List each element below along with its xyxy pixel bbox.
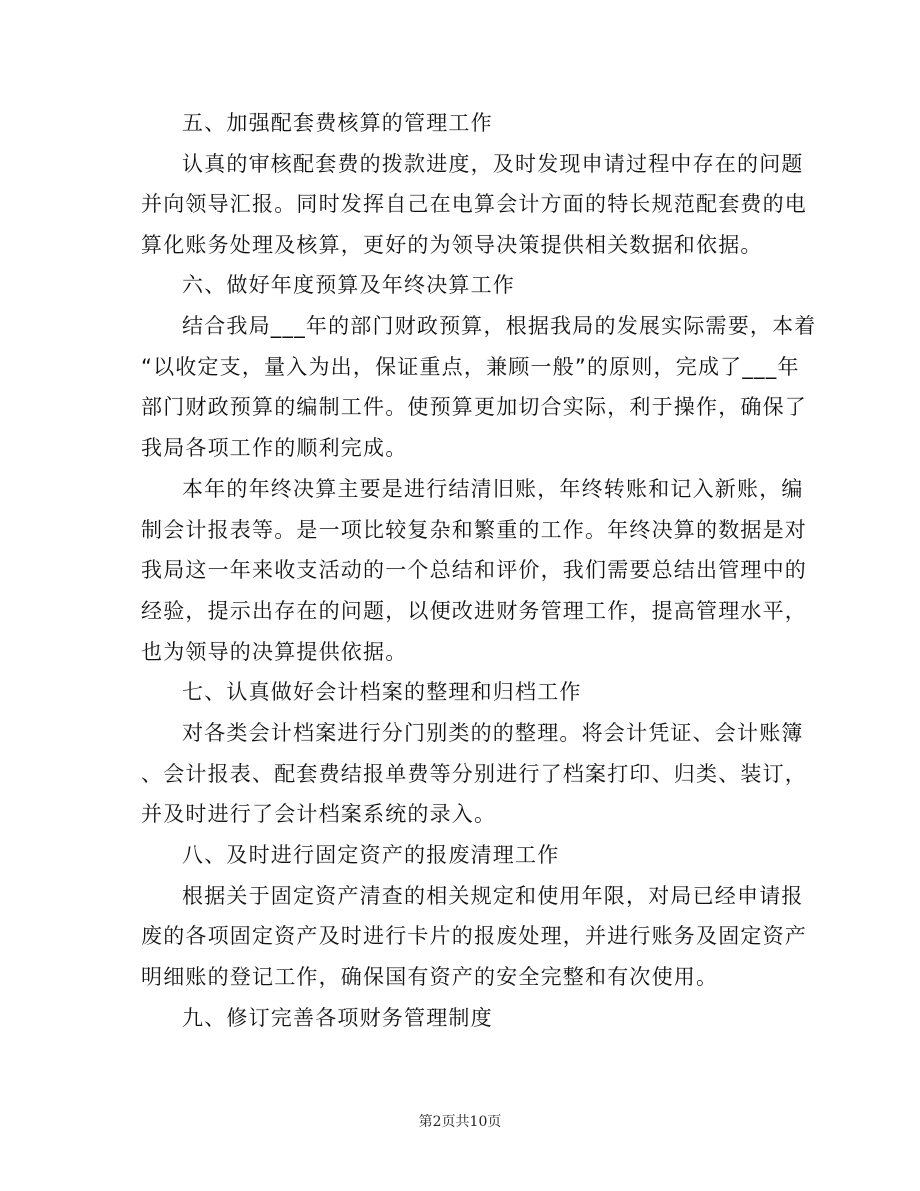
text-line: 制会计报表等。是一项比较复杂和繁重的工作。年终决算的数据是对 xyxy=(141,518,807,542)
text-line: “以收定支，量入为出，保证重点，兼顾一般”的原则，完成了___年 xyxy=(141,355,800,379)
text-line: 部门财政预算的编制工件。使预算更加切合实际，利于操作，确保了 xyxy=(141,395,807,419)
text-line: 我局各项工作的顺利完成。 xyxy=(141,436,408,460)
text-line: 废的各项固定资产及时进行卡片的报废处理，并进行账务及固定资产 xyxy=(141,924,807,948)
section-heading-9: 九、修订完善各项财务管理制度 xyxy=(182,1006,493,1030)
text-line: 经验，提示出存在的问题，以便改进财务管理工作，提高管理水平， xyxy=(141,599,807,623)
text-line: 也为领导的决算提供依据。 xyxy=(141,640,408,664)
section-heading-8: 八、及时进行固定资产的报废清理工作 xyxy=(182,843,560,867)
text-line: 算化账务处理及核算，更好的为领导决策提供相关数据和依据。 xyxy=(141,233,763,257)
text-line: 对各类会计档案进行分门别类的的整理。将会计凭证、会计账簿 xyxy=(182,721,804,745)
text-line: 根据关于固定资产清查的相关规定和使用年限，对局已经申请报 xyxy=(182,884,804,908)
section-heading-7: 七、认真做好会计档案的整理和归档工作 xyxy=(182,680,582,704)
section-heading-6: 六、做好年度预算及年终决算工作 xyxy=(182,273,515,297)
text-line: 明细账的登记工作，确保国有资产的安全完整和有次使用。 xyxy=(141,965,719,989)
text-line: 我局这一年来收支活动的一个总结和评价，我们需要总结出管理中的 xyxy=(141,558,807,582)
text-line: 本年的年终决算主要是进行结清旧账，年终转账和记入新账，编 xyxy=(182,477,804,501)
text-line: 认真的审核配套费的拨款进度，及时发现申请过程中存在的问题 xyxy=(182,152,804,176)
page-indicator: 第2页共10页 xyxy=(418,1114,502,1130)
text-line: 并向领导汇报。同时发挥自己在电算会计方面的特长规范配套费的电 xyxy=(141,192,807,216)
text-line: 结合我局___年的部门财政预算，根据我局的发展实际需要，本着 xyxy=(182,314,817,338)
text-line: 并及时进行了会计档案系统的录入。 xyxy=(141,802,497,826)
text-line: 、会计报表、配套费结报单费等分别进行了档案打印、归类、装订， xyxy=(141,762,807,786)
section-heading-5: 五、加强配套费核算的管理工作 xyxy=(182,111,493,135)
